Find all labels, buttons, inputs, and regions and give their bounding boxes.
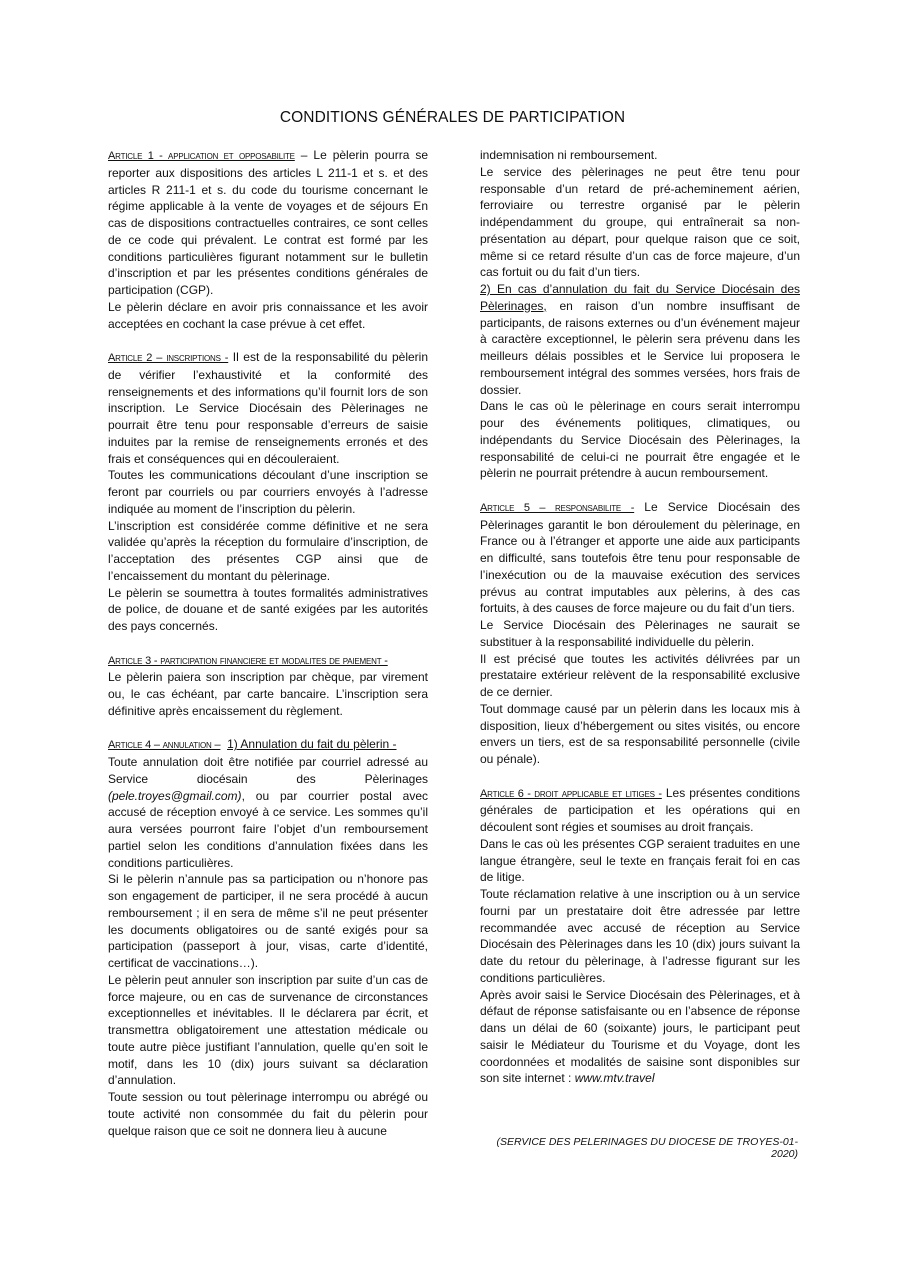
article-3-paragraph: Le pèlerin paiera son inscription par chèque, par virement ou, le cas échéant, par carte bancaire. L’inscription sera définitive après encaissement du règlement. — [108, 670, 428, 718]
article-3-heading-line — [108, 652, 428, 670]
article-4-paragraph-4-continued: indemnisation ni remboursement. — [480, 148, 658, 162]
article-4-paragraph-2: Si le pèlerin n’annule pas sa participation ou n’honore pas son engagement de participer, il ne sera procédé à aucun remboursement ; il en sera de même s’il ne peut présenter les documents obligatoires ou de santé exigés pour sa participation (passeport à jour, visas, carte d’identité, certificat de vaccinations…). — [108, 872, 428, 970]
mediator-website-link[interactable]: www.mtv.travel — [574, 1071, 655, 1086]
article-5-paragraph-3: Il est précisé que toutes les activités délivrées par un prestataire extérieur relèvent de la responsabilité exclusive de ce dernier. — [480, 651, 800, 699]
article-6-paragraph: Article 6 - droit applicable et litiges - Les présentes conditions générales de participation et les opérations qui en découlent sont régies et soumises au droit français. — [480, 785, 800, 834]
article-6-paragraph-3: Toute réclamation relative à une inscription ou à un service fourni par un prestataire doit être adressée par lettre recommandée avec accusé de réception au Service Diocésain des Pèlerinages dans les 10 (dix) jours suivant la date du retour du pèlerinage, à l’adresse figurant sur les conditions particulières. — [480, 887, 800, 985]
article-2-paragraph-2: Toutes les communications découlant d’une inscription se feront par courriels ou par courriers envoyés à l’adresse indiquée au moment de l’inscription du pèlerin. — [108, 468, 428, 516]
article-5-paragraph: Article 5 – responsabilite - Le Service Diocésain des Pèlerinages garantit le bon déroulement du pèlerinage, en France ou à l’étranger et apporte une aide aux participants en difficulté, sans toutefois être tenu pour responsable de l’inexécution ou de la mauvaise exécution des services prévus au contrat imputables aux pèlerins, à des cas fortuits, à des causes de force majeure ou du fait d’un tiers. — [480, 499, 800, 616]
article-3-heading: Article 3 - participation financiere et modalites de paiement - — [108, 654, 388, 667]
article-4-heading: Article 4 – annulation – — [108, 739, 221, 752]
article-4-paragraph-7: Dans le cas où le pèlerinage en cours serait interrompu pour des événements politiques, climatiques, ou indépendants du Service Diocésain des Pèlerinages, la responsabilité de celui-ci ne pourrait être engagée et le pèlerin ne pourrait prétendre à aucun remboursement. — [480, 399, 800, 481]
article-4-paragraph-6: 2) En cas d’annulation du fait du Service Diocésain des Pèlerinages, en raison d’un nombre insuffisant de participants, de raisons externes ou d’un événement majeur à caractère exceptionnel, le pèlerin sera prévenu dans les meilleurs délais possibles et le Service lui proposera le remboursement intégral des sommes versées, hors frais de dossier. — [480, 282, 800, 397]
left-column — [108, 147, 428, 1139]
article-2-paragraph-3: L’inscription est considérée comme définitive et ne sera validée qu’après la réception du formulaire d’inscription, de l’acceptation des présentes CGP ainsi que de l’encaissement du montant du pèlerinage. — [108, 518, 428, 583]
article-2-paragraph-4: Le pèlerin se soumettra à toutes formalités administratives de police, de douane et de santé exigées par les autorités des pays concernés. — [108, 585, 428, 633]
contact-email: (pele.troyes@gmail.com) — [108, 788, 242, 803]
article-5-paragraph-2: Le Service Diocésain des Pèlerinages ne saurait se substituer à la responsabilité individuelle du pèlerin. — [480, 618, 800, 649]
document-footer: (SERVICE DES PELERINAGES DU DIOCESE DE TROYES-01-2020) — [496, 1136, 798, 1160]
article-4-heading-line — [108, 736, 428, 754]
article-6-paragraph-2: Dans le cas où les présentes CGP seraient traduites en une langue étrangère, seul le texte en français ferait foi en cas de litige. — [480, 836, 800, 885]
article-4-subheading-1: 1) Annulation du fait du pèlerin - — [227, 737, 397, 752]
article-1-heading: Article 1 - application et opposabilite — [108, 150, 295, 162]
article-1-paragraph: Article 1 - application et opposabilite – Le pèlerin pourra se reporter aux dispositions des articles L 211-1 et s. et des articles R 211-1 et s. du code du tourisme concernant le régime applicable à la vente de voyages et de séjours En cas de dispositions contractuelles contraires, ce sont celles de ce code qui prévalent. Le contrat est formé par les conditions particulières figurant notamment sur le bulletin d’inscription et par les présentes conditions générales de participation (CGP). — [108, 148, 428, 297]
article-4-paragraph-4: Toute session ou tout pèlerinage interrompu ou abrégé ou toute activité non consommée du fait du pèlerin pour quelque raison que ce soit ne donnera lieu à aucune — [108, 1090, 428, 1138]
document-title: CONDITIONS GÉNÉRALES DE PARTICIPATION — [279, 109, 626, 126]
article-2-paragraph: Article 2 – inscriptions - Il est de la responsabilité du pèlerin de vérifier l’exhaustivité et la conformité des renseignements et des informations qu’il fournit lors de son inscription. Le Service Diocésain des Pèlerinages ne pourrait être tenu pour responsable d’erreurs de saisie induites par la remise de renseignements erronés et des frais et conséquences qui en découleraient. — [108, 350, 428, 466]
right-column — [480, 147, 800, 1087]
article-4-subheading-2: 2) En cas d’annulation du fait du Service Diocésain des Pèlerinages, — [480, 282, 800, 313]
article-1-paragraph-2: Le pèlerin déclare en avoir pris connaissance et les avoir acceptées en cochant la case prévue à cet effet. — [108, 299, 428, 331]
article-5-paragraph-4: Tout dommage causé par un pèlerin dans les locaux mis à disposition, lieux d’hébergement ou sites visités, ou encore envers un tiers, est de sa responsabilité personnelle (civile ou pénale). — [480, 701, 800, 766]
article-6-heading: Article 6 - droit applicable et litiges - — [480, 787, 662, 800]
article-5-heading: Article 5 – responsabilite - — [480, 501, 635, 514]
article-4-paragraph-5: Le service des pèlerinages ne peut être tenu pour responsable d’un retard de pré-acheminement aérien, ferroviaire ou terrestre organisé par le pèlerin indépendamment du groupe, qui entraînerait sa non-présentation au départ, pour quelque raison que ce soit, même si ce retard résulte d’un cas de force majeure, d’un cas fortuit ou du fait d’un tiers. — [480, 164, 800, 280]
article-4-paragraph: Toute annulation doit être notifiée par courriel adressé au Service diocésain des Pèlerinages (pele.troyes@gmail.com), ou par courrier postal avec accusé de réception envoyé à ce service. Les sommes qu’il aura versées pourront faire l’objet d’un remboursement partiel selon les conditions d’annulation fixées dans les conditions particulières. — [108, 755, 428, 870]
article-2-heading: Article 2 – inscriptions - — [108, 352, 229, 364]
article-6-paragraph-4: Après avoir saisi le Service Diocésain des Pèlerinages, et à défaut de réponse satisfaisante ou en l’absence de réponse dans un délai de 60 (soixante) jours, le participant peut saisir le Médiateur du Tourisme et du Voyage, dont les coordonnées et modalités de saisine sont disponibles sur son site internet : www.mtv.travel — [480, 987, 800, 1086]
article-4-paragraph-3: Le pèlerin peut annuler son inscription par suite d’un cas de force majeure, ou en cas de survenance de circonstances exceptionnelles et inévitables. Il le déclarera par écrit, et transmettra obligatoirement une attestation médicale ou toute autre pièce justifiant l’annulation, quelle qu’en soit le motif, dans les 10 (dix) jours suivant sa déclaration d’annulation. — [108, 972, 428, 1088]
